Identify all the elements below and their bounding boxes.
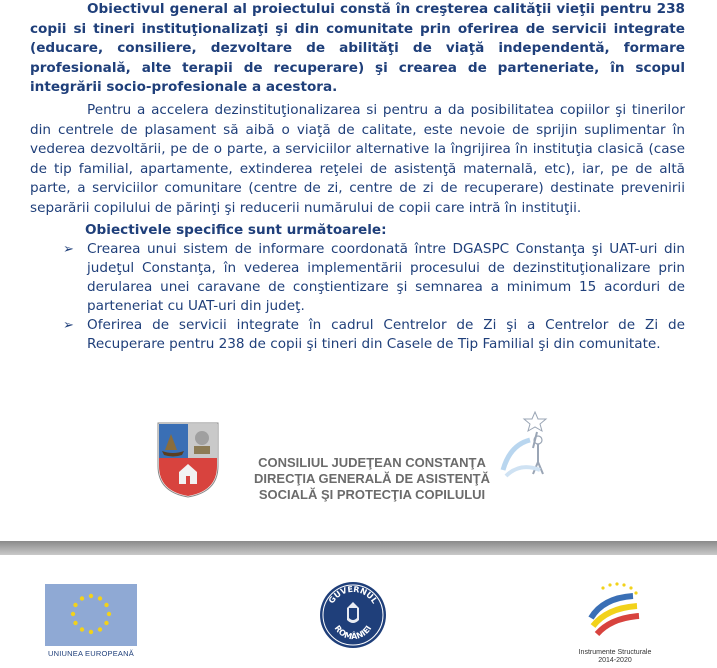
institution-name bbox=[222, 455, 522, 503]
eu-label: UNIUNEA EUROPEANĂ bbox=[48, 649, 134, 658]
seal-top-text: GUVERNUL bbox=[326, 584, 380, 606]
document-body bbox=[30, 0, 685, 354]
footer-divider bbox=[0, 541, 717, 555]
institution-line: SOCIALĂ ŞI PROTECŢIA COPILULUI bbox=[258, 487, 486, 502]
list-item bbox=[30, 316, 685, 354]
government-seal-icon bbox=[318, 580, 388, 650]
eu-flag-icon bbox=[45, 584, 137, 646]
is-label-line: 2014-2020 bbox=[598, 657, 632, 664]
arrow-bullet-icon: ➢ bbox=[63, 317, 74, 333]
structural-instruments-logo-icon bbox=[583, 578, 647, 644]
list-item bbox=[30, 240, 685, 316]
is-label-line: Instrumente Structurale bbox=[578, 649, 652, 656]
context-paragraph: Pentru a accelera dezinstituţionalizarea si pentru a da posibilitatea copiilor şi tinerilor din centrele de plasament să aibă o viaţă de calitate, este nevoie de sprijin suplimentar în vederea dezvoltării, pe de o parte, a serviciilor alternative la îngrijirea în instituţia clasică (case de tip familial, apartamente, extinderea reţelei de asistenţă maternală, etc), iar, pe de altă parte, a serviciilor comunitare (centre de zi, centre de zi de recuperare) destinate prevenirii separării copilului de părinţi şi reducerii numărului de copii care intră în instituţii. bbox=[30, 101, 685, 216]
seal-bottom-text: ROMÂNIEI bbox=[332, 623, 374, 642]
objectives-list bbox=[30, 240, 685, 354]
institution-line: DIRECŢIA GENERALĂ DE ASISTENŢĂ bbox=[254, 471, 490, 486]
constanta-coat-of-arms-icon bbox=[157, 422, 219, 498]
list-item-text: Crearea unui sistem de informare coordonată între DGASPC Constanţa şi UAT-uri din judeţul Constanţa, în vederea implementării procesului de dezinstituţionalizare prin derularea unei caravane de conştientizare şi semnarea a minimum 15 acorduri de parteneriat cu UAT-uri din judeţ. bbox=[87, 240, 685, 314]
institution-line: CONSILIUL JUDEŢEAN CONSTANŢA bbox=[258, 455, 486, 470]
arrow-bullet-icon: ➢ bbox=[63, 241, 74, 257]
list-item-text: Oferirea de servicii integrate în cadrul Centrelor de Zi şi a Centrelor de Zi de Recuperare pentru 238 de copii şi tineri din Casele de Tip Familial şi din comunitate. bbox=[87, 316, 685, 352]
general-objective-paragraph: Obiectivul general al proiectului constă în creşterea calităţii vieţii pentru 238 copii si tineri instituţionalizaţi şi din comunitate prin oferirea de servicii integrate (educare, consiliere, dezvoltare de abilităţi de viaţă independentă, formare profesională, alte terapii de recuperare) şi crearea de parteneriate, în scopul integrării socio-profesionale a acestora. bbox=[30, 1, 685, 96]
specific-objectives-heading: Obiectivele specifice sunt următoarele: bbox=[85, 221, 387, 238]
structural-instruments-label bbox=[560, 649, 670, 665]
